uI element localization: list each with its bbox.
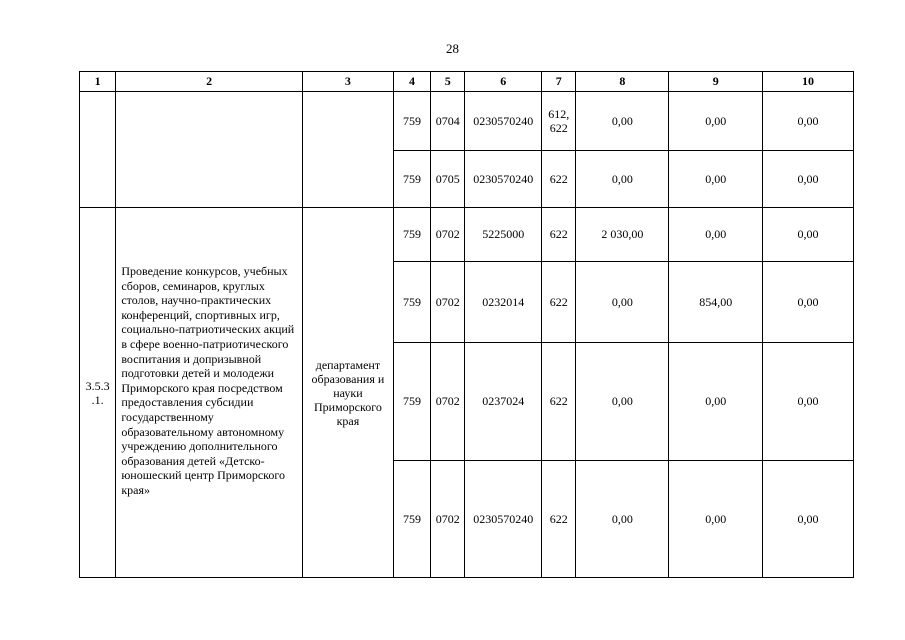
cell-c10: 0,00 <box>763 208 854 262</box>
header-cell: 3 <box>303 72 394 92</box>
cell-c6: 0230570240 <box>465 92 542 151</box>
cell-c10: 0,00 <box>763 262 854 343</box>
cell-c4: 759 <box>393 262 430 343</box>
header-row <box>80 72 854 92</box>
header-cell: 8 <box>576 72 669 92</box>
continued-department-cell <box>303 92 394 208</box>
header-cell: 1 <box>80 72 116 92</box>
cell-c7: 622 <box>542 208 576 262</box>
cell-c7: 622 <box>542 262 576 343</box>
cell-c10: 0,00 <box>763 151 854 208</box>
cell-c8: 0,00 <box>576 343 669 461</box>
header-cell: 5 <box>431 72 465 92</box>
cell-c9: 0,00 <box>669 92 763 151</box>
cell-c4: 759 <box>393 461 430 578</box>
cell-c7: 622 <box>542 151 576 208</box>
cell-c7: 622 <box>542 343 576 461</box>
budget-table <box>79 71 854 578</box>
cell-c10: 0,00 <box>763 461 854 578</box>
cell-c5: 0704 <box>431 92 465 151</box>
cell-c5: 0702 <box>431 208 465 262</box>
continued-description-cell <box>116 92 303 208</box>
table-row <box>80 92 854 151</box>
cell-c5: 0702 <box>431 262 465 343</box>
cell-c9: 0,00 <box>669 461 763 578</box>
cell-c5: 0702 <box>431 461 465 578</box>
page-number: 28 <box>446 41 459 56</box>
cell-c4: 759 <box>393 343 430 461</box>
cell-c5: 0702 <box>431 343 465 461</box>
header-cell: 9 <box>669 72 763 92</box>
header-cell: 6 <box>465 72 542 92</box>
cell-c5: 0705 <box>431 151 465 208</box>
header-cell: 10 <box>763 72 854 92</box>
cell-c9: 0,00 <box>669 208 763 262</box>
cell-c4: 759 <box>393 151 430 208</box>
cell-c7: 612, 622 <box>542 92 576 151</box>
cell-c10: 0,00 <box>763 92 854 151</box>
cell-c8: 0,00 <box>576 461 669 578</box>
item-number: 3.5.3 .1. <box>80 208 116 578</box>
cell-c6: 0237024 <box>465 343 542 461</box>
cell-c9: 854,00 <box>669 262 763 343</box>
cell-c6: 0232014 <box>465 262 542 343</box>
cell-c8: 0,00 <box>576 92 669 151</box>
cell-c8: 0,00 <box>576 151 669 208</box>
cell-c9: 0,00 <box>669 343 763 461</box>
cell-c4: 759 <box>393 208 430 262</box>
continued-number-cell <box>80 92 116 208</box>
item-description: Проведение конкурсов, учебных сборов, семинаров, круглых столов, научно-практических конференций, спортивных игр, социально-патриотических акций в сфере военно-патриотического воспитания и допризывной подготовки детей и молодежи Приморского края посредством предоставления субсидии государственному образовательному автономному учреждению дополнительного образования детей «Детско-юношеский центр Приморского края» <box>116 208 303 578</box>
cell-c10: 0,00 <box>763 343 854 461</box>
cell-c8: 0,00 <box>576 262 669 343</box>
header-cell: 2 <box>116 72 303 92</box>
cell-c6: 0230570240 <box>465 151 542 208</box>
header-cell: 7 <box>542 72 576 92</box>
header-cell: 4 <box>393 72 430 92</box>
cell-c7: 622 <box>542 461 576 578</box>
item-department: департамент образования и науки Приморского края <box>303 208 394 578</box>
cell-c8: 2 030,00 <box>576 208 669 262</box>
cell-c6: 5225000 <box>465 208 542 262</box>
table-row <box>80 208 854 262</box>
cell-c6: 0230570240 <box>465 461 542 578</box>
cell-c4: 759 <box>393 92 430 151</box>
cell-c9: 0,00 <box>669 151 763 208</box>
